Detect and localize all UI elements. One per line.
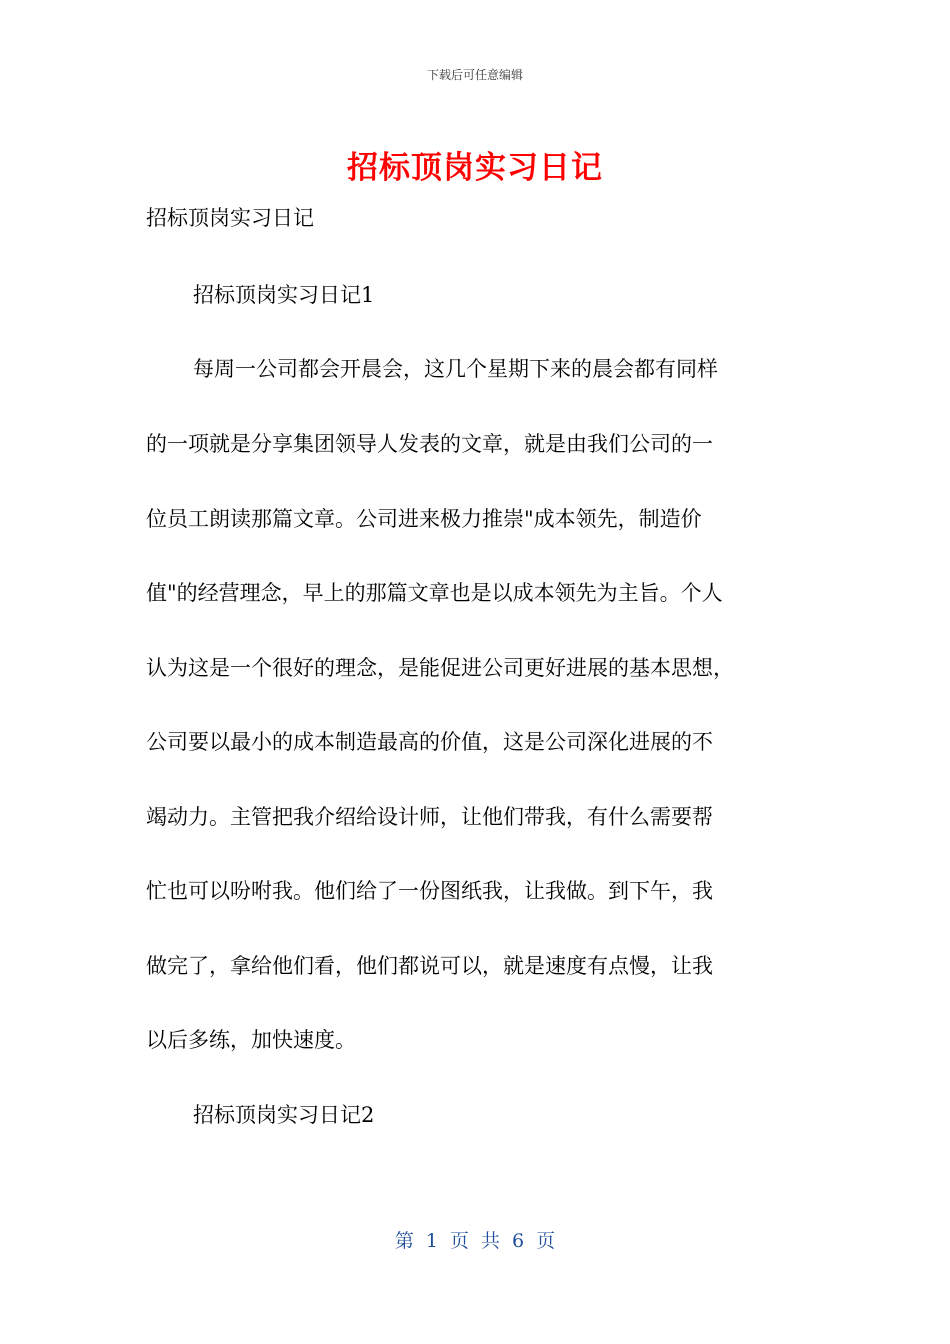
page-header-note: 下载后可任意编辑 [426,68,523,82]
paragraph-line: 忙也可以吩咐我。他们给了一份图纸我，让我做。到下午，我 [146,879,713,903]
document-subtitle: 招标顶岗实习日记 [146,206,314,230]
paragraph-line: 的一项就是分享集团领导人发表的文章，就是由我们公司的一 [146,432,713,456]
paragraph-line: 以后多练，加快速度。 [146,1028,356,1052]
document-title: 招标顶岗实习日记 [347,150,603,186]
paragraph-line: 位员工朗读那篇文章。公司进来极力推崇"成本领先，制造价 [146,507,702,531]
paragraph-line: 值"的经营理念，早上的那篇文章也是以成本领先为主旨。个人 [146,581,723,605]
paragraph-line: 认为这是一个很好的理念，是能促进公司更好进展的基本思想， [146,656,734,680]
section-heading-1: 招标顶岗实习日记1 [193,283,375,307]
paragraph-line: 做完了，拿给他们看，他们都说可以，就是速度有点慢，让我 [146,954,713,978]
paragraph-line: 每周一公司都会开晨会，这几个星期下来的晨会都有同样 [193,357,718,381]
paragraph-line: 公司要以最小的成本制造最高的价值，这是公司深化进展的不 [146,730,713,754]
paragraph-line: 竭动力。主管把我介绍给设计师，让他们带我，有什么需要帮 [146,805,713,829]
section-heading-2: 招标顶岗实习日记2 [193,1103,375,1127]
page-number-footer: 第 1 页 共 6 页 [394,1230,556,1252]
